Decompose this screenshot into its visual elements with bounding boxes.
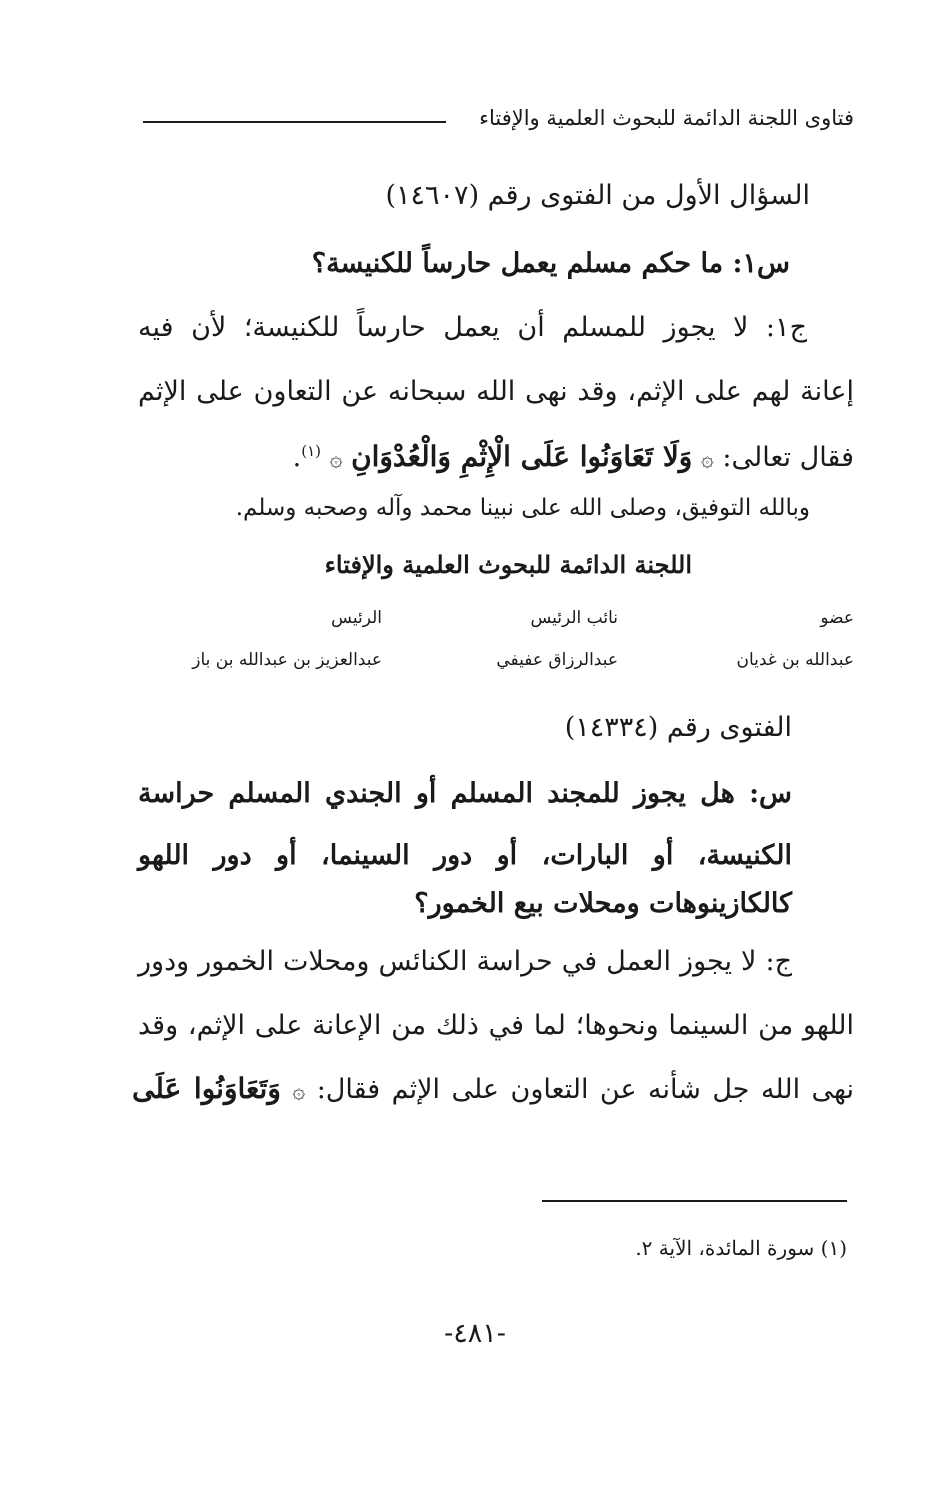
footnote-reference: (١) [301, 442, 321, 460]
quran-verse-start: وَتَعَاوَنُوا عَلَى [132, 1072, 281, 1105]
fatwa1-answer-line2: إعانة لهم على الإثم، وقد نهى الله سبحانه عن التعاون على الإثم [138, 376, 854, 407]
committee-name: اللجنة الدائمة للبحوث العلمية والإفتاء [324, 550, 692, 579]
header-rule [143, 121, 446, 123]
fatwa1-closing: وبالله التوفيق، وصلى الله على نبينا محمد وآله وصحبه وسلم. [235, 495, 810, 521]
fatwa2-heading: الفتوى رقم (١٤٣٣٤) [564, 712, 792, 743]
verse-open-ornament-icon: ۞ [292, 1079, 306, 1104]
signatory-role-vice-president: نائب الرئيس [530, 608, 618, 628]
fatwa1-answer-prefix: فقال تعالى: [722, 442, 854, 473]
signatory-role-member: عضو [820, 608, 854, 628]
footnote: (١) سورة المائدة، الآية ٢. [635, 1236, 847, 1260]
quran-verse: وَلَا تَعَاوَنُوا عَلَى الْإِثْمِ وَالْعُدْوَانِ [351, 440, 693, 473]
fatwa1-answer-line3 [293, 440, 854, 473]
fatwa2-answer-line3 [132, 1072, 854, 1105]
signatory-name-vice-president: عبدالرزاق عفيفي [496, 650, 618, 670]
running-header-title: فتاوى اللجنة الدائمة للبحوث العلمية والإفتاء [479, 106, 854, 130]
fatwa2-question-line1: س: هل يجوز للمجند المسلم أو الجندي المسلم حراسة [138, 778, 792, 809]
signatory-name-member: عبدالله بن غديان [736, 650, 854, 670]
fatwa2-answer-prefix: نهى الله جل شأنه عن التعاون على الإثم فقال: [316, 1074, 854, 1105]
fatwa2-answer-line1: ج: لا يجوز العمل في حراسة الكنائس ومحلات الخمور ودور [138, 946, 792, 977]
verse-open-ornament-icon: ۞ [700, 447, 714, 472]
fatwa2-question-line3: كالكازينوهات ومحلات بيع الخمور؟ [414, 888, 792, 919]
footnote-rule [542, 1200, 847, 1202]
fatwa2-question-line2: الكنيسة، أو البارات، أو دور السينما، أو دور اللهو [138, 840, 792, 871]
verse-end-period: . [292, 442, 302, 473]
fatwa1-heading: السؤال الأول من الفتوى رقم (١٤٦٠٧) [385, 180, 810, 211]
fatwa2-answer-line2: اللهو من السينما ونحوها؛ لما في ذلك من الإعانة على الإثم، وقد [138, 1010, 854, 1041]
signatory-name-president: عبدالعزيز بن عبدالله بن باز [192, 650, 382, 670]
fatwa1-answer-line1: ج١: لا يجوز للمسلم أن يعمل حارساً للكنيسة؛ لأن فيه [138, 312, 807, 343]
signatory-role-president: الرئيس [331, 608, 382, 628]
verse-close-ornament-icon: ۞ [329, 447, 343, 472]
page-number: -٤٨١- [444, 1318, 506, 1349]
fatwa1-question: س١: ما حكم مسلم يعمل حارساً للكنيسة؟ [311, 248, 790, 279]
